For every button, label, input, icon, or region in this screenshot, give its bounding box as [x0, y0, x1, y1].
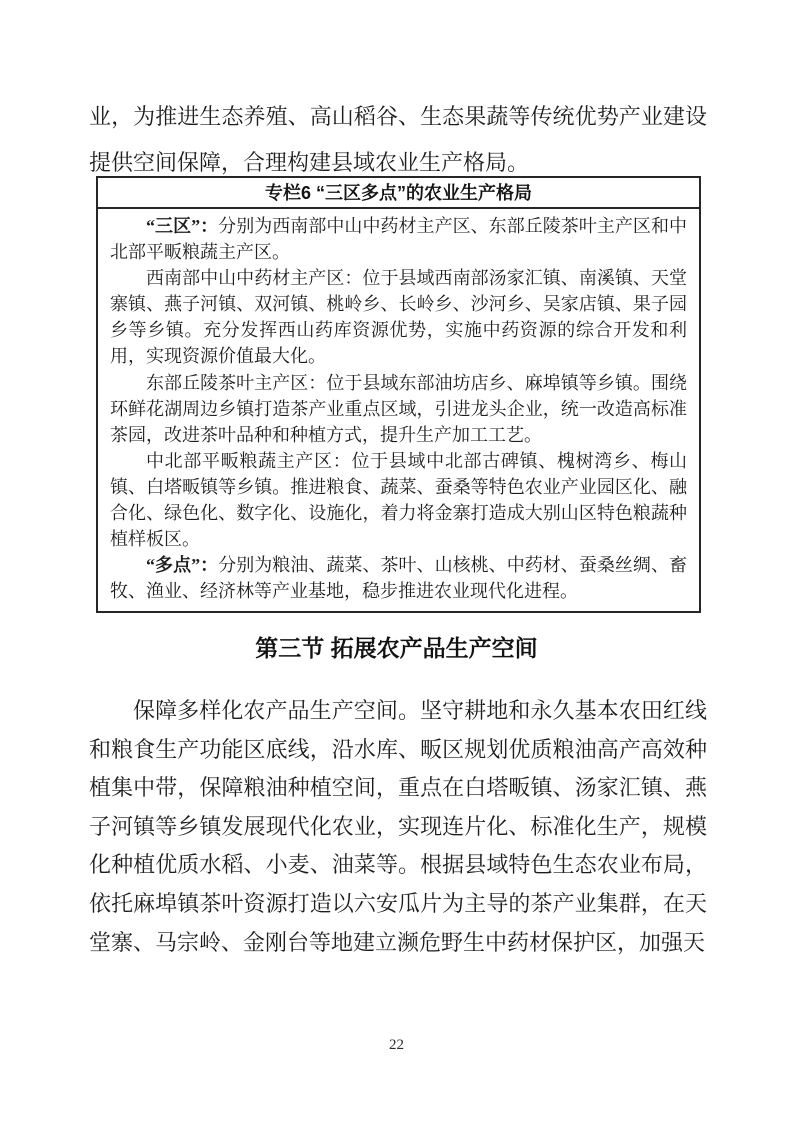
intro-paragraph: 业，为推进生态养殖、高山稻谷、生态果蔬等传统优势产业建设提供空间保障，合理构建县域农业生产格局。 [89, 104, 707, 175]
paragraph-text: 分别为粮油、蔬菜、茶叶、山核桃、中药材、蚕桑丝绸、畜牧、渔业、经济林等产业基地，稳步推进农业现代化进程。 [110, 555, 688, 602]
paragraph-text: 西南部中山中药材主产区：位于县域西南部汤家汇镇、南溪镇、天堂寨镇、燕子河镇、双河镇、桃岭乡、长岭乡、沙河乡、吴家店镇、果子园乡等乡镇。充分发挥西山药库资源优势，实施中药资源的综合开发和利用，实现资源价值最大化。 [110, 268, 687, 367]
body-paragraph: 保障多样化农产品生产空间。坚守耕地和永久基本农田红线和粮食生产功能区底线，沿水库、畈区规划优质粮油高产高效种植集中带，保障粮油种植空间，重点在白塔畈镇、汤家汇镇、燕子河镇等乡镇发展现代化农业，实现连片化、标准化生产，规模化种植优质水稻、小麦、油菜等。根据县域特色生态农业布局，依托麻埠镇茶叶资源打造以六安瓜片为主导的茶产业集群，在天堂寨、马宗岭、金刚台等地建立濒危野生中药材保护区，加强天 [89, 698, 707, 955]
feature-box-paragraph [110, 552, 687, 604]
paragraph-lead: “三区”： [146, 216, 219, 236]
feature-box [96, 176, 701, 613]
paragraph-text: 分别为西南部中山中药材主产区、东部丘陵茶叶主产区和中北部平畈粮蔬主产区。 [110, 216, 688, 263]
section-heading: 第三节 拓展农产品生产空间 [255, 635, 538, 661]
paragraph-text: 中北部平畈粮蔬主产区：位于县域中北部古碑镇、槐树湾乡、梅山镇、白塔畈镇等乡镇。推进粮食、蔬菜、蚕桑等特色农业产业园区化、融合化、绿色化、数字化、设施化，着力将金寨打造成大别山区特色粮蔬种植样板区。 [110, 450, 687, 550]
feature-box-paragraph [110, 370, 687, 448]
feature-box-paragraph [110, 265, 687, 369]
feature-box-paragraph [110, 448, 687, 552]
feature-box-title: 专栏6 “三区多点”的农业生产格局 [98, 178, 699, 209]
feature-box-paragraph [110, 213, 687, 265]
page-number: 22 [389, 1037, 404, 1053]
paragraph-text: 东部丘陵茶叶主产区：位于县域东部油坊店乡、麻埠镇等乡镇。围绕环鲜花湖周边乡镇打造茶产业重点区域，引进龙头企业，统一改造高标准茶园，改进茶叶品种和种植方式，提升生产加工工艺。 [110, 372, 687, 445]
paragraph-lead: “多点”： [146, 555, 219, 576]
feature-box-content [98, 209, 699, 611]
